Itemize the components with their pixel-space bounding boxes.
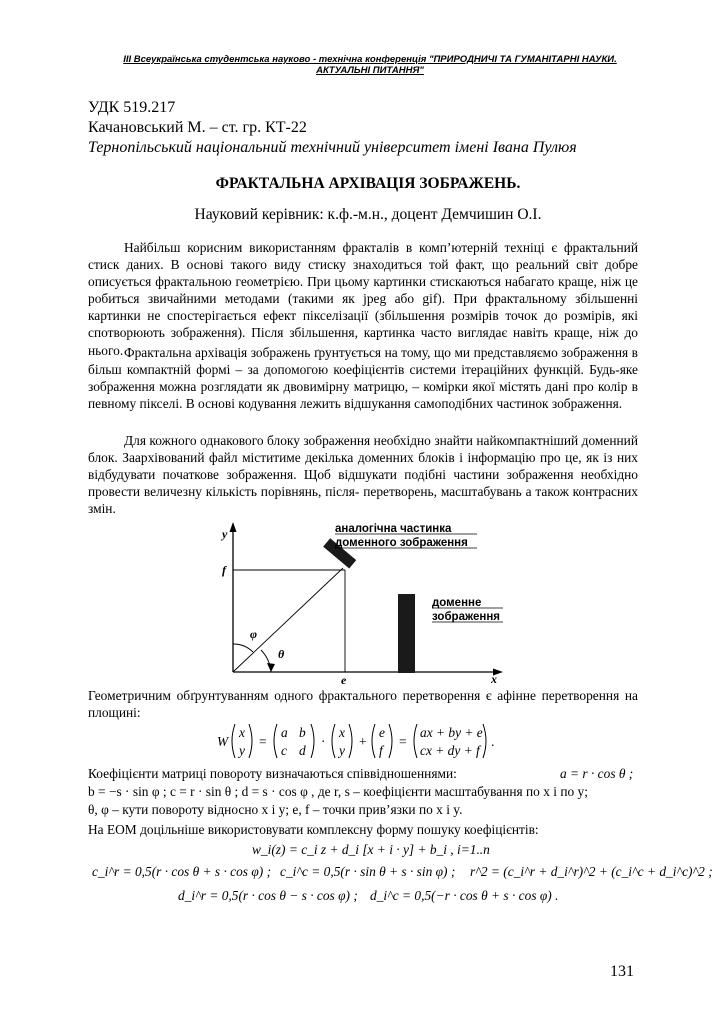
diagonal-ray (233, 568, 343, 672)
complex-form-intro: На ЕОМ доцільніше використовувати комплексну форму пошуку коефіцієнтів: (88, 822, 539, 837)
svg-text:f: f (379, 743, 383, 758)
label-domain-1: доменне (432, 597, 482, 609)
e-mark-label: e (341, 673, 347, 686)
svg-text:c: c (281, 743, 287, 758)
svg-text:d: d (299, 743, 306, 758)
eq-result-1: ax + by + e (420, 725, 483, 740)
svg-text:·: · (321, 734, 326, 749)
page-number: 131 (610, 963, 634, 980)
svg-text:x: x (339, 725, 345, 740)
equation-dr: d_i^r = 0,5(r · cos θ − s · cos φ) ; (178, 888, 358, 903)
phi-arc (233, 644, 253, 652)
svg-text:x: x (239, 725, 245, 740)
coefficients-line: Коефіцієнти матриці повороту визначаються співвідношеннями: (88, 766, 457, 781)
paper-title: ФРАКТАЛЬНА АРХІВАЦІЯ ЗОБРАЖЕНЬ. (215, 175, 521, 192)
f-mark-label: f (222, 563, 226, 577)
svg-text:e: e (379, 725, 385, 740)
equation-r2: r^2 = (c_i^r + d_i^r)^2 + (c_i^c + d_i^c)^2 ; (470, 864, 713, 879)
svg-text:b: b (299, 725, 306, 740)
equation-wi: w_i(z) = c_i z + d_i [x + i · y] + b_i , i=1..n (252, 842, 490, 857)
theta-arc (261, 650, 271, 672)
paragraph-2: Фрактальна архівація зображень ґрунтується на тому, що ми представляємо зображення в більш компактній формі – за допомогою коефіцієнтів системи ітераційних функцій. Будь-яке зображення можна розглядати як двовимірну матрицю, – комірки якої містять дані про колір в певному пікселі. В основі кодування лежить відшукання самоподібних частинок зображення. (88, 345, 638, 412)
equation-cr: c_i^r = 0,5(r · cos θ + s · cos φ) ; (92, 864, 272, 879)
eq-result-2: cx + dy + f (420, 743, 480, 758)
coefficients-line-3: θ, φ – кути повороту відносно x і y; e, f – точки прив’язки по x і y. (88, 802, 463, 817)
svg-text:y: y (339, 743, 345, 758)
author-line: Качановський М. – ст. гр. КТ-22 (88, 119, 307, 136)
paragraph-1: Найбільш корисним використанням фракталів в комп’ютерній техніці є фрактальний стиск даних. В основі такого виду стиску знаходиться той факт, що реальний світ добре описується фрактальною геометрією. При цьому картинки стискаються набагато краще, ніж це робиться звичайними методами (такими як jpeg або gif). При фрактальному збільшенні картинки не спостерігається ефект пікселізації (збільшення розмірів точок до розмірів, які спотворюють зображення). Після збільшення, картинка часто виглядає навіть краще, ніж до нього. (88, 240, 638, 358)
axis-y-label: y (222, 527, 228, 541)
affine-equation (215, 719, 495, 763)
supervisor-line: Науковий керівник: к.ф.-м.н., доцент Демчишин О.І. (194, 206, 542, 223)
y-axis-arrow (230, 522, 237, 532)
svg-text:=: = (399, 734, 407, 749)
geometric-justification-text: Геометричним обґрунтуванням одного фрактального перетворення є афінне перетворення на площині: (88, 688, 638, 720)
label-analog-2: доменного зображення (335, 537, 468, 549)
svg-text:+: + (359, 734, 367, 749)
phi-label: φ (250, 627, 258, 641)
label-domain-2: зображення (432, 611, 500, 623)
conference-header-line1: III Всеукраїнська студентська науково - технічна конференція "ПРИРОДНИЧІ ТА ГУМАНІТАРНІ НАУКИ. (123, 54, 617, 65)
university-line: Тернопільський національний технічний університет імені Івана Пулюя (88, 139, 577, 156)
svg-text:=: = (259, 734, 267, 749)
eq-W: W (217, 734, 229, 749)
affine-transform-figure (215, 520, 515, 686)
svg-text:.: . (491, 734, 495, 749)
domain-block (398, 594, 415, 673)
axis-x-label: x (491, 672, 497, 686)
theta-arrow (267, 663, 275, 672)
equation-cc: c_i^c = 0,5(r · sin θ + s · sin φ) ; (280, 864, 456, 879)
label-analog-1: аналогічна частинка (335, 523, 452, 535)
svg-text:y: y (239, 743, 245, 758)
coefficients-line-2: b = −s · sin φ ; c = r · sin θ ; d = s · cos φ , де r, s – коефіцієнти масштабування по x і по y; (88, 784, 588, 799)
equation-dc: d_i^c = 0,5(−r · cos θ + s · cos φ) . (370, 888, 559, 903)
conference-header-line2: АКТУАЛЬНІ ПИТАННЯ" (316, 65, 424, 76)
coefficient-a: a = r · cos θ ; (560, 766, 634, 781)
paragraph-3: Для кожного однакового блоку зображення необхідно знайти найкомпактніший доменний блок. Заархівований файл міститиме декілька доменних блоків і інформацію про це, як із них відбудувати початкове зображення. Щоб відшукати подібні частини зображення необхідно провести величезну кількість порівнянь, після- перетворень, масштабувань а також контрасних змін. (88, 433, 638, 517)
theta-label: θ (278, 647, 285, 661)
conference-header (70, 54, 670, 76)
udk-code: УДК 519.217 (88, 99, 176, 116)
svg-text:a: a (281, 725, 288, 740)
